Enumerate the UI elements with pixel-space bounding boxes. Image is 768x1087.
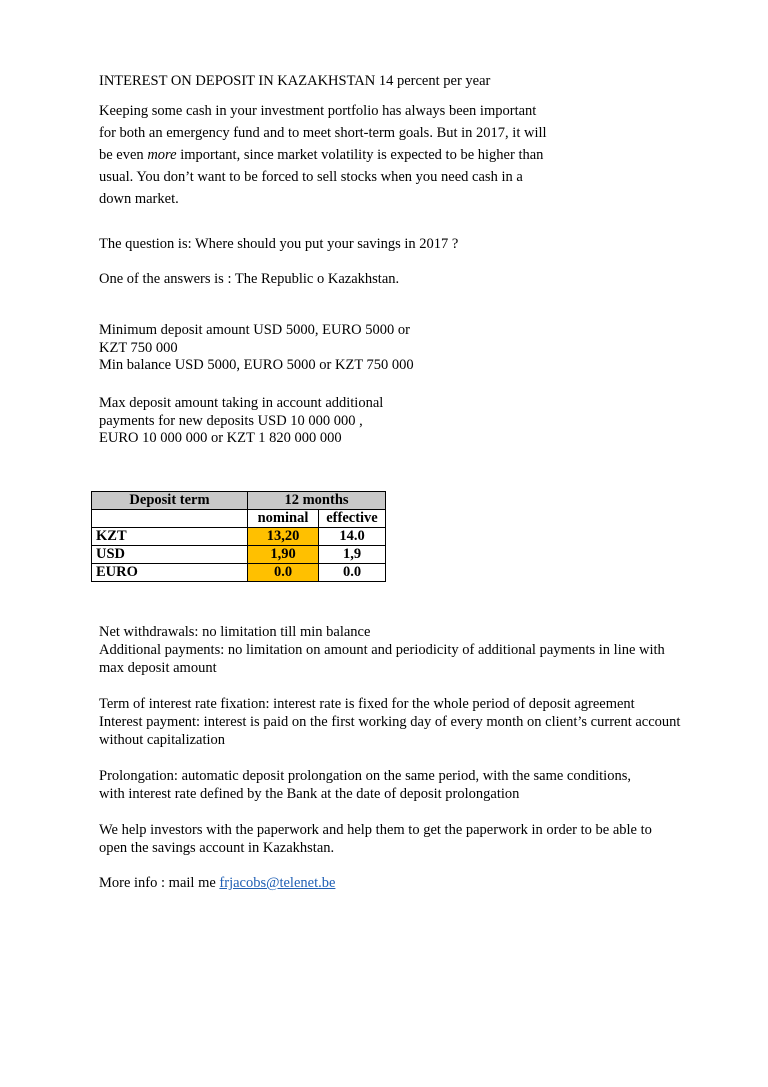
email-link[interactable]: frjacobs@telenet.be: [219, 875, 336, 891]
effective-cell: 14.0: [319, 528, 386, 546]
currency-cell: EURO: [92, 564, 248, 582]
table-header-row: [92, 492, 386, 510]
intro-line: Keeping some cash in your investment portfolio has always been important: [99, 103, 537, 119]
effective-cell: 1,9: [319, 546, 386, 564]
table-subheader-row: [92, 510, 386, 528]
subheader-effective: effective: [319, 510, 386, 528]
table-row: [92, 564, 386, 582]
note-line: Additional payments: no limitation on amount and periodicity of additional payments in line with: [99, 642, 665, 658]
contact-text: More info : mail me: [99, 875, 220, 891]
intro-paragraph: [99, 100, 547, 210]
intro-text: be even: [99, 147, 148, 163]
minimum-line: Min balance USD 5000, EURO 5000 or KZT 750 000: [99, 357, 414, 373]
nominal-cell: 0.0: [248, 564, 319, 582]
table-row: [92, 546, 386, 564]
minimum-deposit-section: [99, 322, 414, 375]
header-deposit-term: Deposit term: [92, 492, 248, 510]
note-line: We help investors with the paperwork and help them to get the paperwork in order to be able to: [99, 822, 652, 838]
intro-line: for both an emergency fund and to meet short-term goals. But in 2017, it will: [99, 125, 547, 141]
note-line: Term of interest rate fixation: interest rate is fixed for the whole period of deposit agreement: [99, 696, 635, 712]
note-line: with interest rate defined by the Bank at the date of deposit prolongation: [99, 786, 520, 802]
table-row: [92, 528, 386, 546]
note-line: open the savings account in Kazakhstan.: [99, 840, 335, 856]
prolongation-notes: [99, 767, 631, 803]
currency-cell: KZT: [92, 528, 248, 546]
maximum-line: payments for new deposits USD 10 000 000 ,: [99, 412, 363, 429]
minimum-line: Minimum deposit amount USD 5000, EURO 5000 or: [99, 322, 410, 338]
maximum-line: Max deposit amount taking in account additional: [99, 395, 384, 411]
paperwork-notes: [99, 821, 652, 857]
subheader-nominal: nominal: [248, 510, 319, 528]
withdrawal-notes: [99, 623, 665, 677]
currency-cell: USD: [92, 546, 248, 564]
note-line: Interest payment: interest is paid on the first working day of every month on client’s current account: [99, 714, 681, 730]
intro-line: usual. You don’t want to be forced to sell stocks when you need cash in a: [99, 169, 523, 185]
note-line: Net withdrawals: no limitation till min balance: [99, 624, 371, 640]
effective-cell: 0.0: [319, 564, 386, 582]
note-line: without capitalization: [99, 732, 226, 748]
deposit-rates-table: [91, 491, 386, 582]
contact-line: [99, 874, 335, 892]
intro-line: [99, 144, 547, 166]
note-line: max deposit amount: [99, 660, 217, 676]
emphasis-more: more: [147, 147, 177, 163]
maximum-deposit-section: [99, 395, 383, 448]
intro-line: down market.: [99, 191, 179, 207]
interest-notes: [99, 695, 680, 749]
answer-text: One of the answers is : The Republic o Kazakhstan.: [99, 271, 400, 287]
minimum-line: KZT 750 000: [99, 339, 178, 356]
subheader-blank: [92, 510, 248, 528]
nominal-cell: 13,20: [248, 528, 319, 546]
intro-text: important, since market volatility is expected to be higher than: [176, 147, 544, 163]
header-period: 12 months: [248, 492, 386, 510]
note-line: Prolongation: automatic deposit prolongation on the same period, with the same conditions,: [99, 768, 631, 784]
question-text: The question is: Where should you put your savings in 2017 ?: [99, 236, 459, 252]
maximum-line: EURO 10 000 000 or KZT 1 820 000 000: [99, 430, 342, 446]
nominal-cell: 1,90: [248, 546, 319, 564]
document-title: INTEREST ON DEPOSIT IN KAZAKHSTAN 14 percent per year: [99, 73, 491, 89]
